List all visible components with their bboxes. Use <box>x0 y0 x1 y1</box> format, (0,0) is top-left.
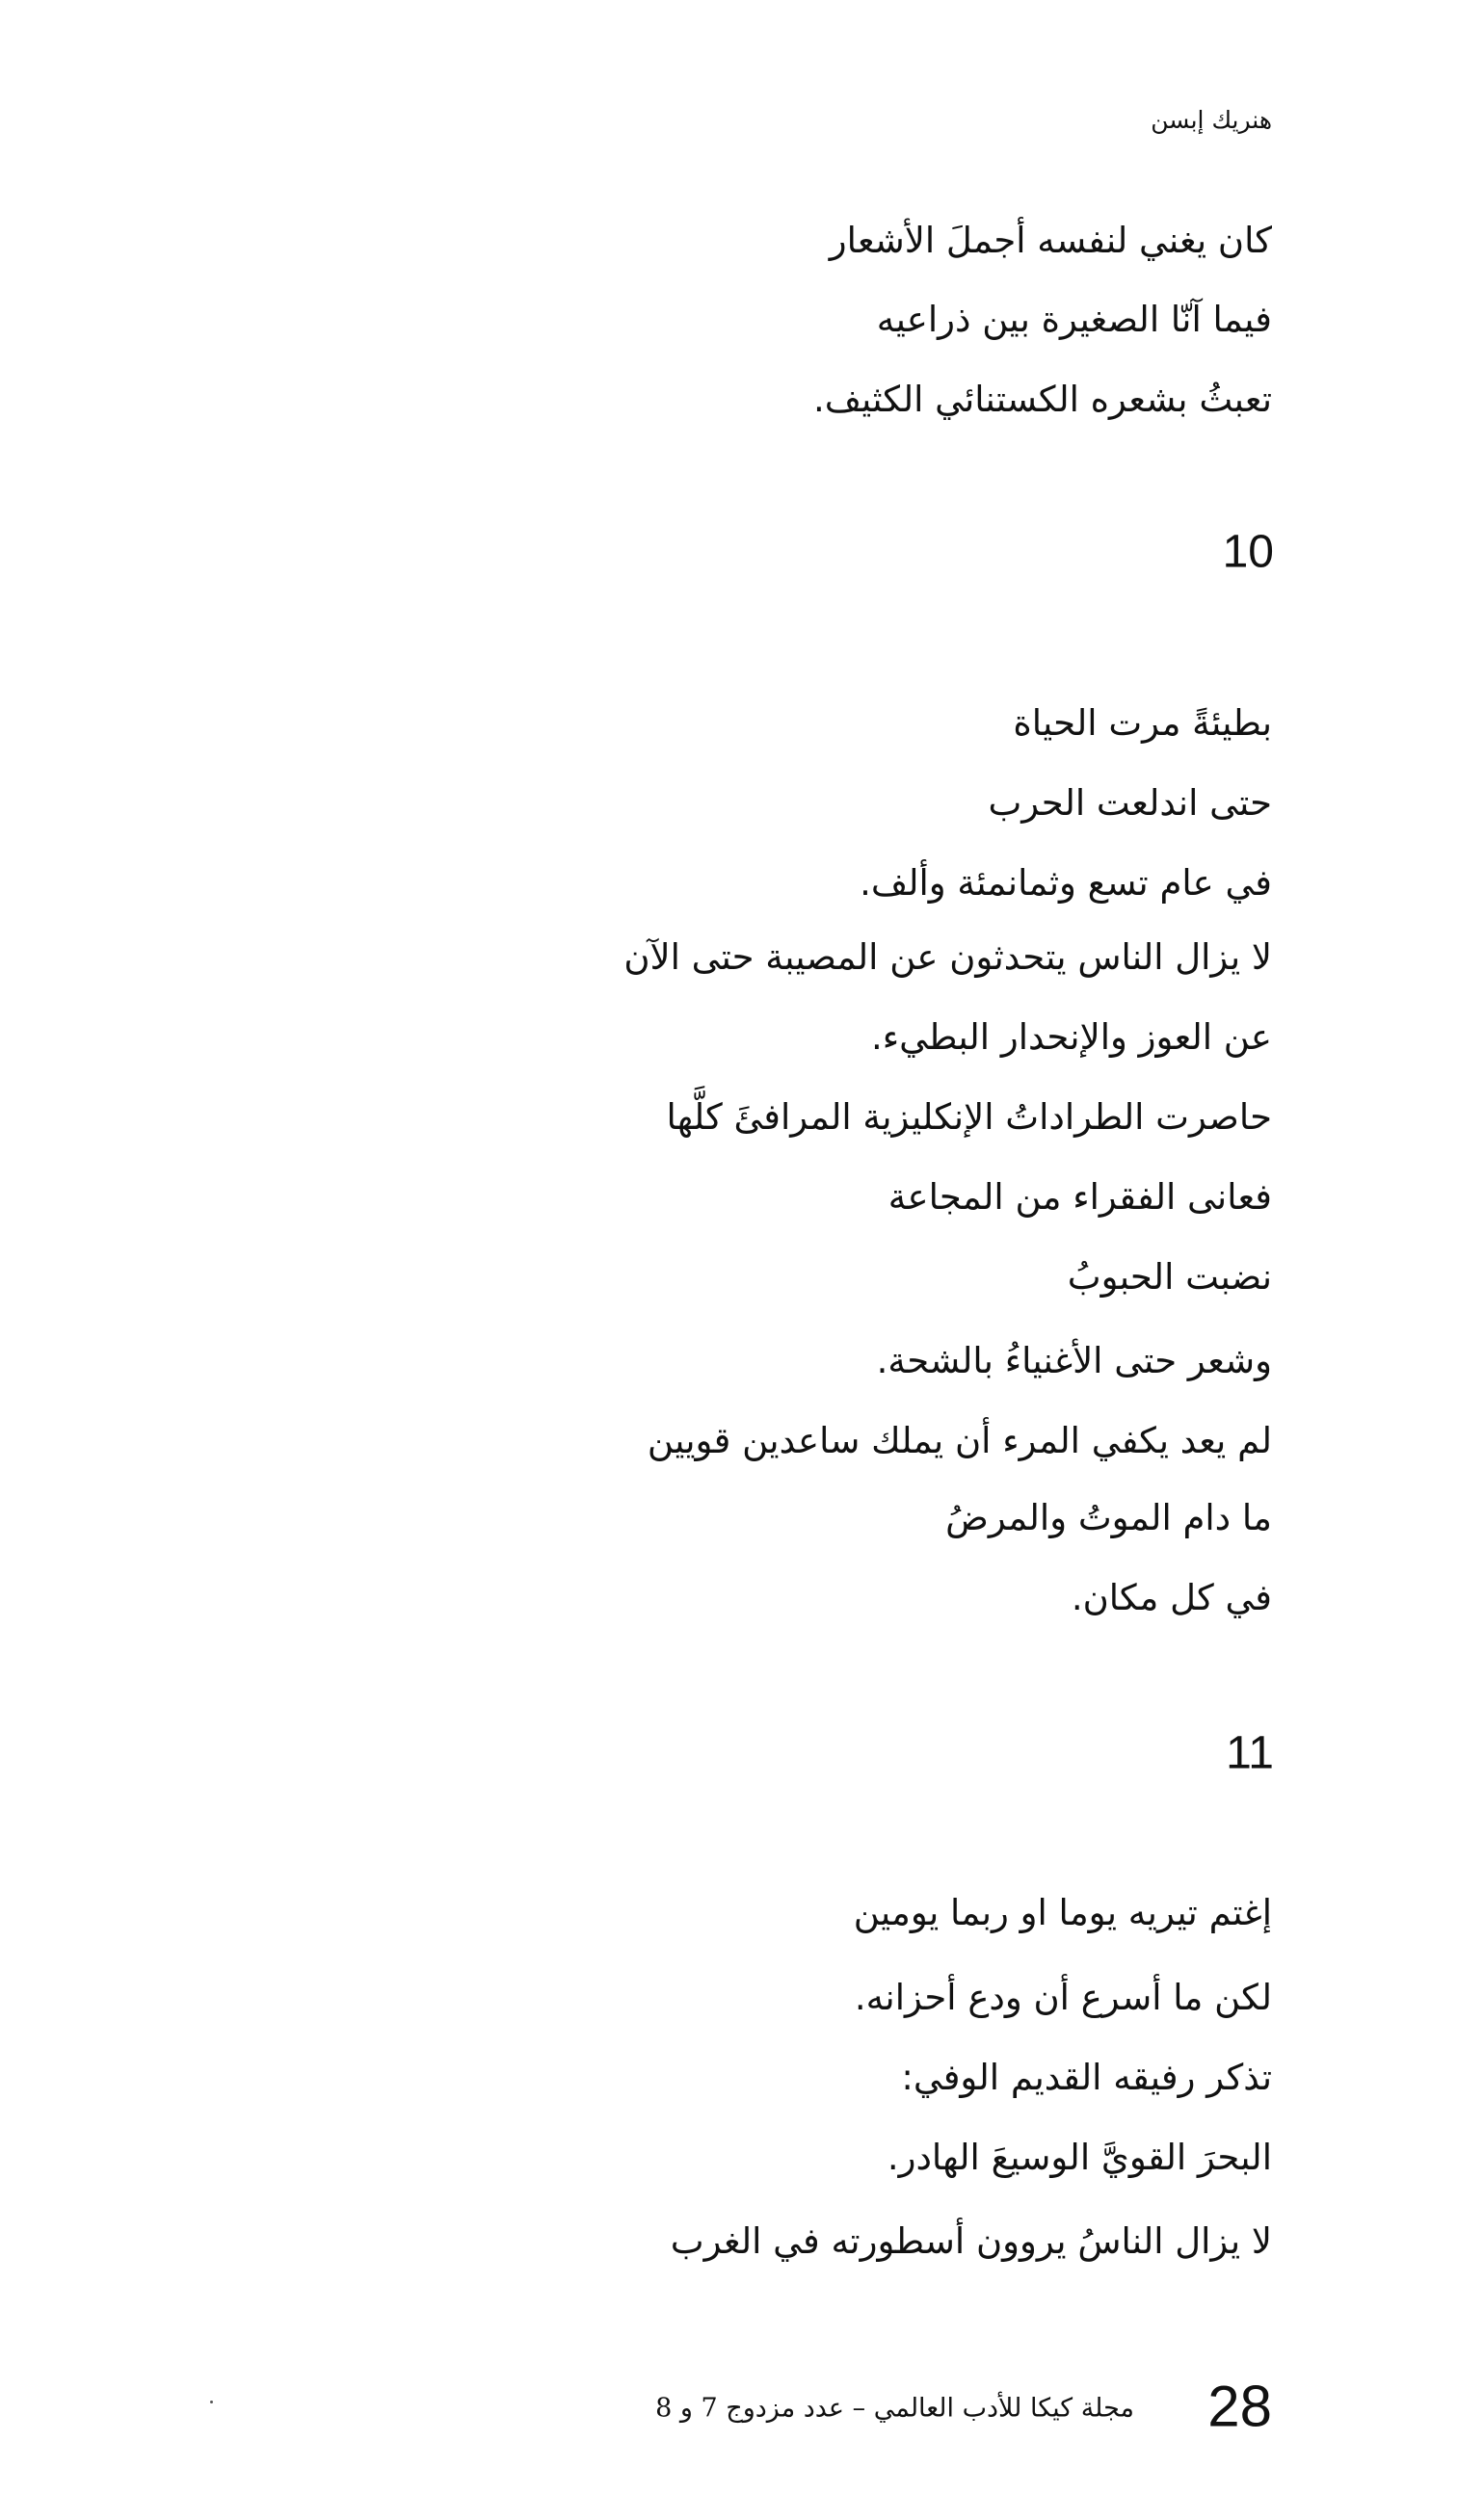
poem-line: ما دام الموتُ والمرضُ <box>945 1497 1272 1538</box>
poem-line: لا يزال الناس يتحدثون عن المصيبة حتى الآن <box>623 936 1272 978</box>
poem-line: تعبثُ بشعره الكستنائي الكثيف. <box>813 379 1272 420</box>
poem-line: إغتم تيريه يوما او ربما يومين <box>853 1892 1272 1933</box>
poem-line: البحرَ القويَّ الوسيعَ الهادر. <box>887 2137 1272 2178</box>
running-header-author: هنريك إبسن <box>1151 106 1272 134</box>
journal-footer: مجلة كيكا للأدب العالمي – عدد مزدوج 7 و 8 <box>655 2393 1134 2424</box>
poem-line: في كل مكان. <box>1071 1577 1272 1618</box>
poem-line: في عام تسع وثمانمئة وألف. <box>860 862 1272 904</box>
poem-line: لا يزال الناسُ يروون أسطورته في الغرب <box>670 2220 1272 2262</box>
poem-line: لكن ما أسرع أن ودع أحزانه. <box>854 1977 1272 2018</box>
poem-line: حاصرت الطراداتُ الإنكليزية المرافئَ كلَّها <box>666 1096 1272 1138</box>
poem-line: نضبت الحبوبُ <box>1067 1256 1272 1298</box>
poem-line: فيما آنّا الصغيرة بين ذراعيه <box>876 299 1272 340</box>
section-number: 10 <box>1222 526 1274 578</box>
poem-line: لم يعد يكفي المرء أن يملك ساعدين قويين <box>647 1420 1272 1461</box>
poem-line: كان يغني لنفسه أجملَ الأشعار <box>829 220 1272 261</box>
poem-line: حتى اندلعت الحرب <box>988 782 1272 824</box>
page-number: 28 <box>1207 2374 1272 2439</box>
poem-line: بطيئةً مرت الحياة <box>1013 702 1272 744</box>
poem-line: تذكر رفيقه القديم الوفي: <box>901 2057 1272 2098</box>
poem-line: فعانى الفقراء من المجاعة <box>887 1176 1272 1218</box>
section-number: 11 <box>1226 1727 1274 1779</box>
poem-line: وشعر حتى الأغنياءُ بالشحة. <box>876 1340 1272 1381</box>
scan-speck <box>210 2401 213 2403</box>
poem-line: عن العوز والإنحدار البطيء. <box>871 1016 1272 1058</box>
